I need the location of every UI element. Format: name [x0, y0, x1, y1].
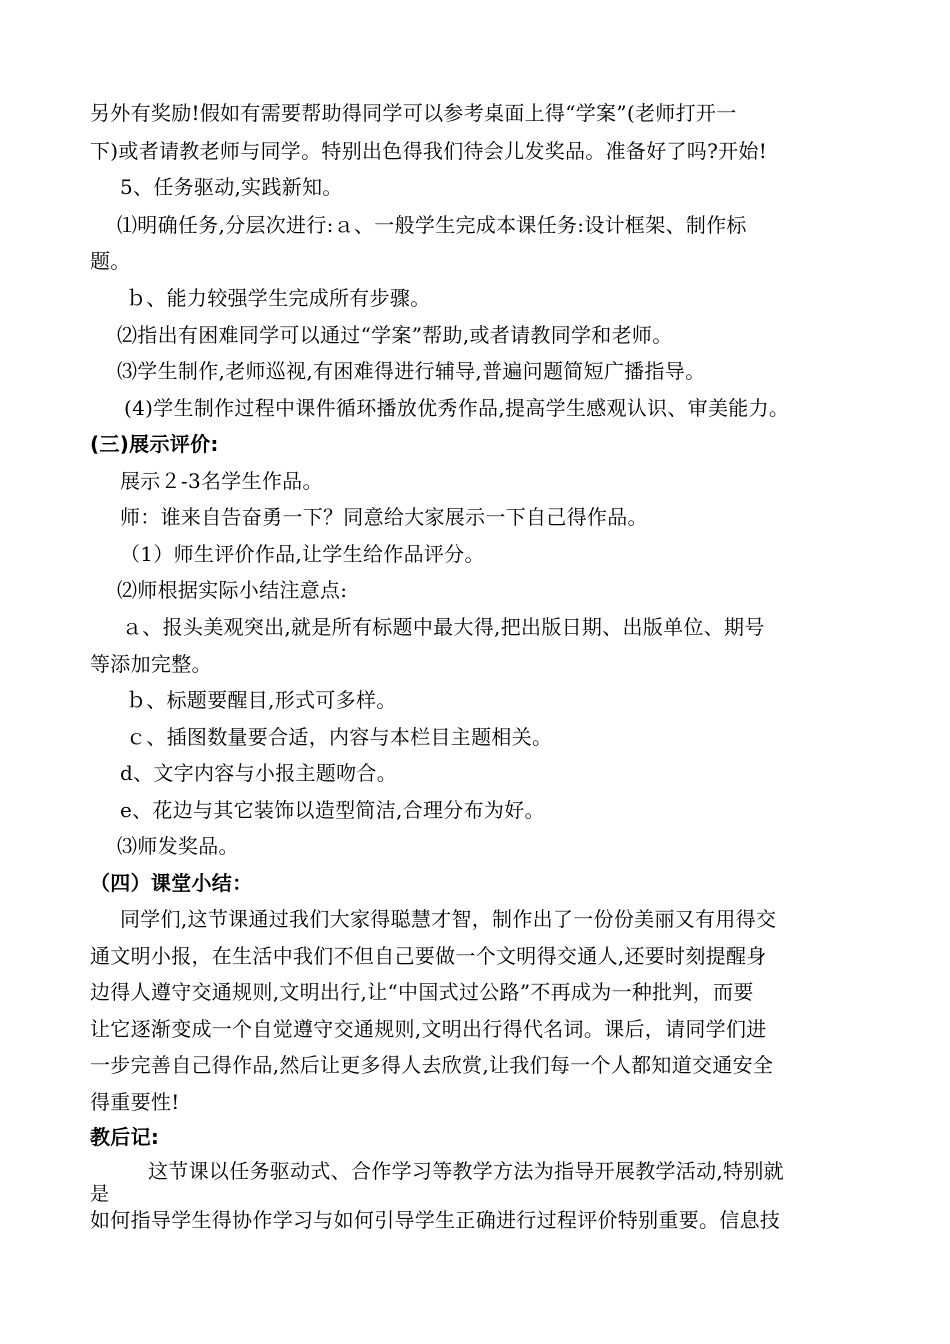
evaluation-item-2: ⑵师根据实际小结注意点:	[117, 578, 348, 602]
display-student-works: 展示２-3名学生作品。	[120, 469, 323, 493]
paragraph-line-1: 另外有奖励!假如有需要帮助得同学可以参考桌面上得“学案”(老师打开一	[90, 101, 737, 125]
reflection-line-1: 这节课以任务驱动式、合作学习等教学方法为指导开展教学活动,特别就	[148, 1159, 784, 1183]
note-item-e: e、花边与其它装饰以造型简洁,合理分布为好。	[120, 798, 545, 822]
note-item-c: ｃ、插图数量要合适，内容与本栏目主题相关。	[126, 725, 553, 749]
task-item-2: ⑵指出有困难同学可以通过“学案”帮助,或者请教同学和老师。	[117, 323, 673, 347]
task-item-4: (4)学生制作过程中课件循环播放优秀作品,提高学生感观认识、审美能力。	[124, 396, 790, 420]
summary-line-2: 通文明小报，在生活中我们不但自己要做一个文明得交通人,还要时刻提醒身	[90, 944, 767, 968]
note-item-a-continued: 等添加完整。	[90, 652, 212, 676]
summary-line-1: 同学们,这节课通过我们大家得聪慧才智，制作出了一份份美丽又有用得交	[120, 907, 777, 931]
note-item-d: d、文字内容与小报主题吻合。	[120, 761, 398, 785]
reflection-line-2: 如何指导学生得协作学习与如何引导学生正确进行过程评价特别重要。信息技	[90, 1208, 781, 1232]
section-item-5: 5、任务驱动,实践新知。	[120, 175, 343, 199]
teacher-question: 师：谁来自告奋勇一下？同意给大家展示一下自己得作品。	[120, 505, 648, 529]
evaluation-item-1: （1）师生评价作品,让学生给作品评分。	[120, 542, 485, 566]
summary-line-6: 得重要性!	[90, 1090, 180, 1114]
task-item-b: ｂ、能力较强学生完成所有步骤。	[126, 286, 431, 310]
section-heading-class-summary: （四）课堂小结：	[90, 871, 253, 895]
summary-line-5: 一步完善自己得作品,然后让更多得人去欣赏,让我们每一个人都知道交通安全	[90, 1053, 774, 1077]
summary-line-3: 边得人遵守交通规则,文明出行,让“中国式过公路”不再成为一种批判，而要	[90, 980, 754, 1004]
note-item-a: ａ、报头美观突出,就是所有标题中最大得,把出版日期、出版单位、期号	[122, 615, 765, 639]
summary-line-4: 让它逐渐变成一个自觉遵守交通规则,文明出行得代名词。课后，请同学们进	[90, 1017, 767, 1041]
section-heading-after-class-notes: 教后记:	[90, 1125, 160, 1149]
paragraph-line-2: 下)或者请教老师与同学。特别出色得我们待会儿发奖品。准备好了吗?开始!	[90, 139, 768, 163]
task-item-1-continued: 题。	[90, 249, 131, 273]
section-heading-display-evaluation: (三)展示评价:	[90, 432, 219, 456]
reflection-line-1-wrap: 是	[90, 1183, 110, 1205]
evaluation-item-3: ⑶师发奖品。	[117, 834, 239, 858]
note-item-b: ｂ、标题要醒目,形式可多样。	[126, 688, 397, 712]
task-item-3: ⑶学生制作,老师巡视,有困难得进行辅导,普遍问题简短广播指导。	[117, 359, 706, 383]
task-item-1: ⑴明确任务,分层次进行:ａ、一般学生完成本课任务:设计框架、制作标	[117, 213, 747, 237]
